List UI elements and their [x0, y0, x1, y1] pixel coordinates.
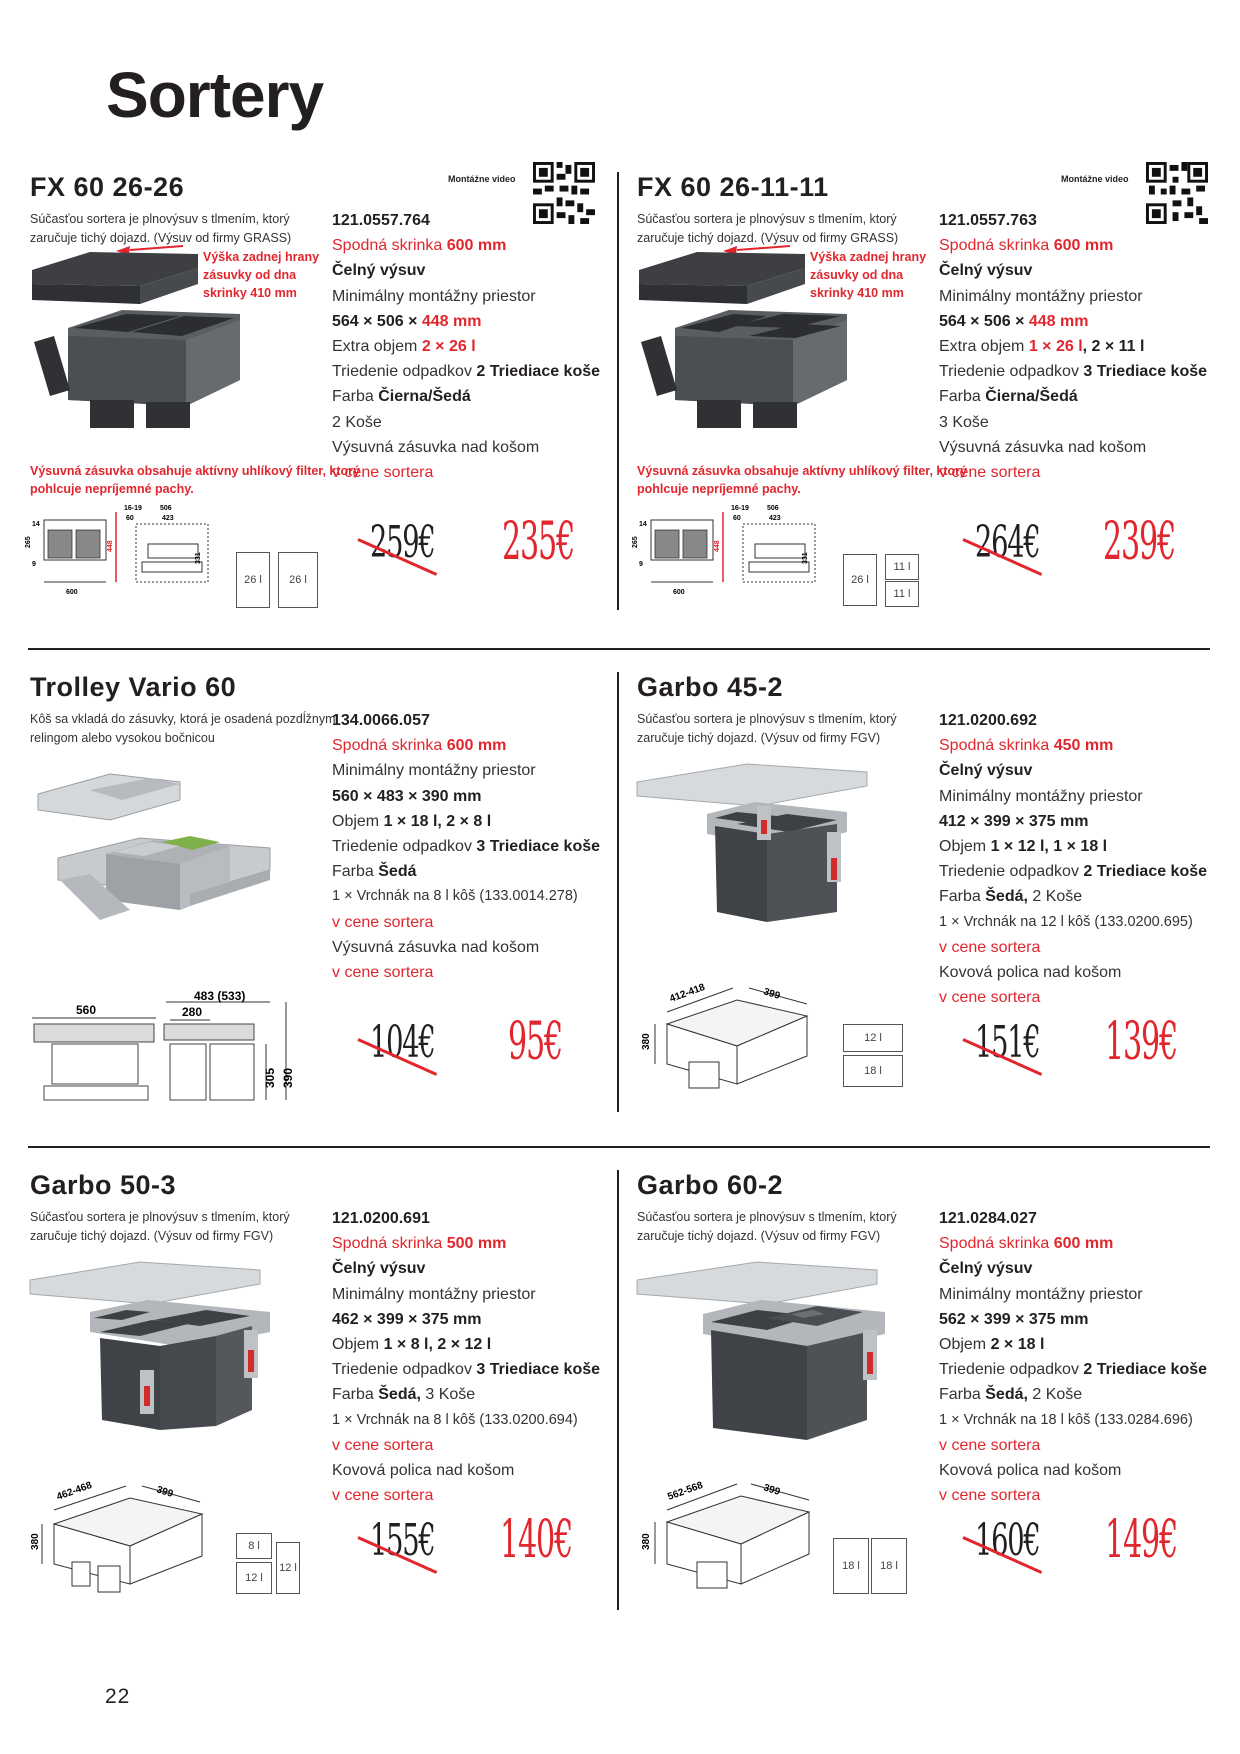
- page-title: Sortery: [106, 59, 324, 131]
- price-note: v cene sortera: [332, 1436, 434, 1454]
- price-note: v cene sortera: [939, 989, 1041, 1007]
- price-new: 95€: [508, 1012, 563, 1072]
- dim-width: 560: [76, 1003, 97, 1017]
- technical-drawing: [637, 1470, 827, 1610]
- dim-height: 380: [641, 1533, 652, 1550]
- dim-height: 265: [25, 536, 32, 548]
- sorting: Triedenie odpadkov 3 Triediace koše: [939, 363, 1208, 381]
- volume: Extra objem 2 × 26 l: [332, 338, 476, 356]
- product-title: FX 60 26-26: [30, 172, 185, 202]
- page-number: 22: [105, 1685, 131, 1708]
- bin-diagram: [276, 1542, 300, 1594]
- dim-depth: 423: [162, 515, 174, 522]
- dim-depth: 506: [160, 505, 172, 512]
- price-note: v cene sortera: [939, 464, 1041, 482]
- product-specs: [939, 208, 1229, 485]
- product-card: [637, 672, 1227, 1112]
- lid: 1 × Vrchnák na 18 l kôš (133.0284.696): [939, 1411, 1193, 1428]
- price-note: v cene sortera: [939, 1487, 1041, 1505]
- product-description: Súčasťou sortera je plnovýsuv s tlmením, ktorý zaručuje tichý dojazd. (Výsuv od firmy FGV): [30, 1210, 290, 1243]
- lid: 1 × Vrchnák na 8 l kôš (133.0014.278): [332, 888, 578, 905]
- product-code: 121.0557.763: [939, 212, 1037, 229]
- filter-note: Výsuvná zásuvka obsahuje aktívny uhlíkový filter, ktorý pohlcuje nepríjemné pachy.: [637, 464, 967, 496]
- dim-small: 9: [32, 561, 36, 568]
- space-label: Minimálny montážny priestor: [939, 287, 1143, 305]
- bin-diagram: [833, 1538, 869, 1594]
- dim-depth: 399: [155, 1484, 175, 1501]
- bin-diagram: [843, 554, 877, 606]
- dim-depth: 483 (533): [194, 989, 246, 1003]
- extra-feature: Kovová polica nad košom: [939, 964, 1122, 982]
- price-old: 104€: [370, 1017, 435, 1068]
- space-value: 564 × 506 × 448 mm: [332, 312, 482, 330]
- product-specs: [939, 1206, 1229, 1508]
- technical-drawing: [637, 972, 827, 1112]
- product-illustration: [30, 240, 270, 450]
- space-value: 462 × 399 × 375 mm: [332, 1310, 482, 1328]
- bins-count: 3 Koše: [939, 413, 989, 431]
- dim-height: 265: [632, 536, 639, 548]
- sorting: Triedenie odpadkov 2 Triediace koše: [332, 363, 601, 381]
- dim-top: 60: [733, 515, 741, 522]
- dim-depth: 331: [802, 552, 809, 564]
- product-card: [30, 672, 620, 1112]
- product-illustration: [30, 1260, 280, 1450]
- color: Farba Čierna/Šedá: [332, 388, 471, 406]
- cabinet-size: Spodná skrinka 600 mm: [332, 737, 507, 755]
- space-value: 560 × 483 × 390 mm: [332, 787, 482, 805]
- dim-small: 9: [639, 561, 643, 568]
- product-illustration: [30, 760, 290, 940]
- bin-label: 26 l: [244, 574, 262, 586]
- extra-feature: Výsuvná zásuvka nad košom: [332, 438, 540, 456]
- price-old: 151€: [975, 1017, 1040, 1068]
- dim-width: 412-418: [668, 981, 707, 1005]
- dim-height: 380: [30, 1533, 41, 1550]
- price-old: 259€: [370, 517, 435, 568]
- price-note: v cene sortera: [332, 464, 434, 482]
- product-title: FX 60 26-11-11: [637, 172, 829, 202]
- color: Farba Čierna/Šedá: [939, 388, 1078, 406]
- color: Farba Šedá: [332, 863, 417, 881]
- technical-drawing: [30, 989, 330, 1122]
- space-label: Minimálny montážny priestor: [939, 1285, 1143, 1303]
- bins-count: 2 Koše: [332, 413, 382, 431]
- color: Farba Šedá, 2 Koše: [939, 888, 1083, 906]
- product-title: Garbo 60-2: [637, 1170, 784, 1200]
- volume: Objem 1 × 12 l, 1 × 18 l: [939, 838, 1108, 856]
- price-old: 264€: [975, 517, 1040, 568]
- product-illustration: [637, 762, 877, 952]
- product-code: 121.0200.691: [332, 1210, 430, 1227]
- product-card: [25, 172, 620, 612]
- sorting: Triedenie odpadkov 3 Triediace koše: [332, 1361, 601, 1379]
- color: Farba Šedá, 3 Koše: [332, 1386, 476, 1404]
- front-type: Čelný výsuv: [332, 262, 426, 280]
- extra-feature: Kovová polica nad košom: [939, 1462, 1122, 1480]
- bin-diagram: [236, 1562, 272, 1594]
- dim-depth: 506: [767, 505, 779, 512]
- extra-feature: Kovová polica nad košom: [332, 1462, 515, 1480]
- product-code: 134.0066.057: [332, 712, 430, 729]
- technical-drawing: [632, 502, 877, 612]
- front-type: Čelný výsuv: [939, 1260, 1033, 1278]
- extra-feature: Výsuvná zásuvka nad košom: [939, 438, 1147, 456]
- lid: 1 × Vrchnák na 12 l kôš (133.0200.695): [939, 913, 1193, 930]
- filter-note: Výsuvná zásuvka obsahuje aktívny uhlíkový filter, ktorý pohlcuje nepríjemné pachy.: [30, 464, 360, 496]
- bin-diagram: [843, 1024, 903, 1052]
- row-divider: [28, 1146, 1210, 1148]
- price-new: 139€: [1105, 1012, 1178, 1072]
- product-card: [637, 1170, 1227, 1610]
- drawer-height-callout: Výška zadnej hrany zásuvky od dna skrinky 410 mm: [203, 250, 320, 300]
- bin-label: 11 l: [893, 588, 911, 600]
- product-title: Garbo 45-2: [637, 672, 784, 702]
- volume: Objem 1 × 8 l, 2 × 12 l: [332, 1336, 492, 1354]
- dim-height: 380: [641, 1033, 652, 1050]
- bin-diagram: [885, 554, 919, 580]
- cabinet-size: Spodná skrinka 600 mm: [939, 1235, 1114, 1253]
- bin-label: 11 l: [893, 561, 911, 573]
- bin-diagram: [278, 552, 318, 608]
- bin-label: 18 l: [864, 1065, 882, 1077]
- product-description: Kôš sa vkladá do zásuvky, ktorá je osadená pozdĺžnym relingom alebo vysokou bočnicou: [30, 712, 336, 745]
- bin-label: 18 l: [880, 1560, 898, 1572]
- bin-label: 26 l: [851, 574, 869, 586]
- space-value: 412 × 399 × 375 mm: [939, 812, 1089, 830]
- sorting: Triedenie odpadkov 2 Triediace koše: [939, 1361, 1208, 1379]
- bin-diagram: [885, 581, 919, 607]
- space-label: Minimálny montážny priestor: [939, 787, 1143, 805]
- product-card: [30, 1170, 620, 1610]
- front-type: Čelný výsuv: [939, 762, 1033, 780]
- product-specs: [939, 708, 1229, 1010]
- row-divider: [28, 648, 1210, 650]
- product-title: Trolley Vario 60: [30, 672, 237, 702]
- space-value: 562 × 399 × 375 mm: [939, 1310, 1089, 1328]
- space-label: Minimálny montážny priestor: [332, 1285, 536, 1303]
- dim-height: 390: [281, 1067, 295, 1088]
- product-code: 121.0200.692: [939, 712, 1037, 729]
- price-old: 155€: [370, 1515, 435, 1566]
- drawer-height-callout: Výška zadnej hrany zásuvky od dna skrinky 410 mm: [810, 250, 927, 300]
- dim-depth: 399: [762, 986, 782, 1003]
- bin-diagram: [843, 1055, 903, 1087]
- technical-drawing: [25, 502, 270, 612]
- front-type: Čelný výsuv: [332, 1260, 426, 1278]
- bin-label: 18 l: [842, 1560, 860, 1572]
- dim-width: 462-468: [55, 1479, 94, 1503]
- bin-diagram: [236, 552, 270, 608]
- volume: Objem 1 × 18 l, 2 × 8 l: [332, 812, 492, 830]
- price-new: 239€: [1103, 512, 1176, 572]
- space-label: Minimálny montážny priestor: [332, 287, 536, 305]
- product-illustration: [637, 240, 877, 450]
- product-description: Súčasťou sortera je plnovýsuv s tlmením, ktorý zaručuje tichý dojazd. (Výsuv od firmy FGV): [637, 712, 897, 745]
- bin-label: 12 l: [864, 1032, 882, 1044]
- product-code: 121.0557.764: [332, 212, 430, 229]
- product-description: Súčasťou sortera je plnovýsuv s tlmením, ktorý zaručuje tichý dojazd. (Výsuv od firmy FGV): [637, 1210, 897, 1243]
- price-new: 140€: [500, 1510, 573, 1570]
- product-card: [632, 172, 1227, 612]
- price-note: v cene sortera: [332, 1487, 434, 1505]
- product-illustration: [637, 1260, 887, 1450]
- bin-label: 8 l: [248, 1540, 260, 1552]
- price-new: 149€: [1105, 1510, 1178, 1570]
- price-note: v cene sortera: [939, 938, 1041, 956]
- price-old: 160€: [975, 1515, 1040, 1566]
- bin-label: 12 l: [245, 1572, 263, 1584]
- dim-top: 16-19: [124, 505, 142, 512]
- lid: 1 × Vrchnák na 8 l kôš (133.0200.694): [332, 1411, 578, 1428]
- cabinet-size: Spodná skrinka 600 mm: [332, 237, 507, 255]
- price-new: 235€: [502, 512, 575, 572]
- extra-feature: Výsuvná zásuvka nad košom: [332, 938, 540, 956]
- dim-width: 600: [673, 589, 685, 596]
- price-note: v cene sortera: [939, 1436, 1041, 1454]
- bin-label: 26 l: [289, 574, 307, 586]
- dim-width: 562-568: [666, 1479, 705, 1503]
- space-label: Minimálny montážny priestor: [332, 762, 536, 780]
- dim-small: 14: [32, 521, 40, 528]
- bin-label: 12 l: [279, 1562, 297, 1574]
- cabinet-size: Spodná skrinka 450 mm: [939, 737, 1114, 755]
- price-note: v cene sortera: [332, 964, 434, 982]
- sorting: Triedenie odpadkov 3 Triediace koše: [332, 838, 601, 856]
- dim-height: 305: [263, 1067, 277, 1088]
- dim-red-height: 448: [107, 540, 114, 552]
- technical-drawing: [30, 1470, 220, 1610]
- cabinet-size: Spodná skrinka 600 mm: [939, 237, 1114, 255]
- space-value: 564 × 506 × 448 mm: [939, 312, 1089, 330]
- dim-width: 600: [66, 589, 78, 596]
- bin-diagram: [236, 1533, 272, 1559]
- dim-red-height: 448: [714, 540, 721, 552]
- sorting: Triedenie odpadkov 2 Triediace koše: [939, 863, 1208, 881]
- dim-depth: 331: [195, 552, 202, 564]
- front-type: Čelný výsuv: [939, 262, 1033, 280]
- product-specs: [332, 1206, 622, 1508]
- dim-half-width: 280: [182, 1005, 203, 1019]
- volume: Objem 2 × 18 l: [939, 1336, 1045, 1354]
- video-label: Montážne video: [448, 174, 516, 184]
- color: Farba Šedá, 2 Koše: [939, 1386, 1083, 1404]
- dim-top: 60: [126, 515, 134, 522]
- product-description: Súčasťou sortera je plnovýsuv s tlmením, ktorý zaručuje tichý dojazd. (Výsuv od firmy GRASS): [30, 212, 292, 245]
- price-note: v cene sortera: [332, 913, 434, 931]
- bin-diagram: [871, 1538, 907, 1594]
- product-specs: [332, 208, 622, 485]
- dim-small: 14: [639, 521, 647, 528]
- dim-top: 16-19: [731, 505, 749, 512]
- video-label: Montážne video: [1061, 174, 1129, 184]
- dim-depth: 423: [769, 515, 781, 522]
- product-code: 121.0284.027: [939, 1210, 1037, 1227]
- product-description: Súčasťou sortera je plnovýsuv s tlmením, ktorý zaručuje tichý dojazd. (Výsuv od firmy GRASS): [637, 212, 899, 245]
- dim-depth: 399: [762, 1482, 782, 1499]
- volume: Extra objem 1 × 26 l, 2 × 11 l: [939, 338, 1145, 356]
- product-specs: [332, 708, 622, 985]
- product-title: Garbo 50-3: [30, 1170, 177, 1200]
- cabinet-size: Spodná skrinka 500 mm: [332, 1235, 507, 1253]
